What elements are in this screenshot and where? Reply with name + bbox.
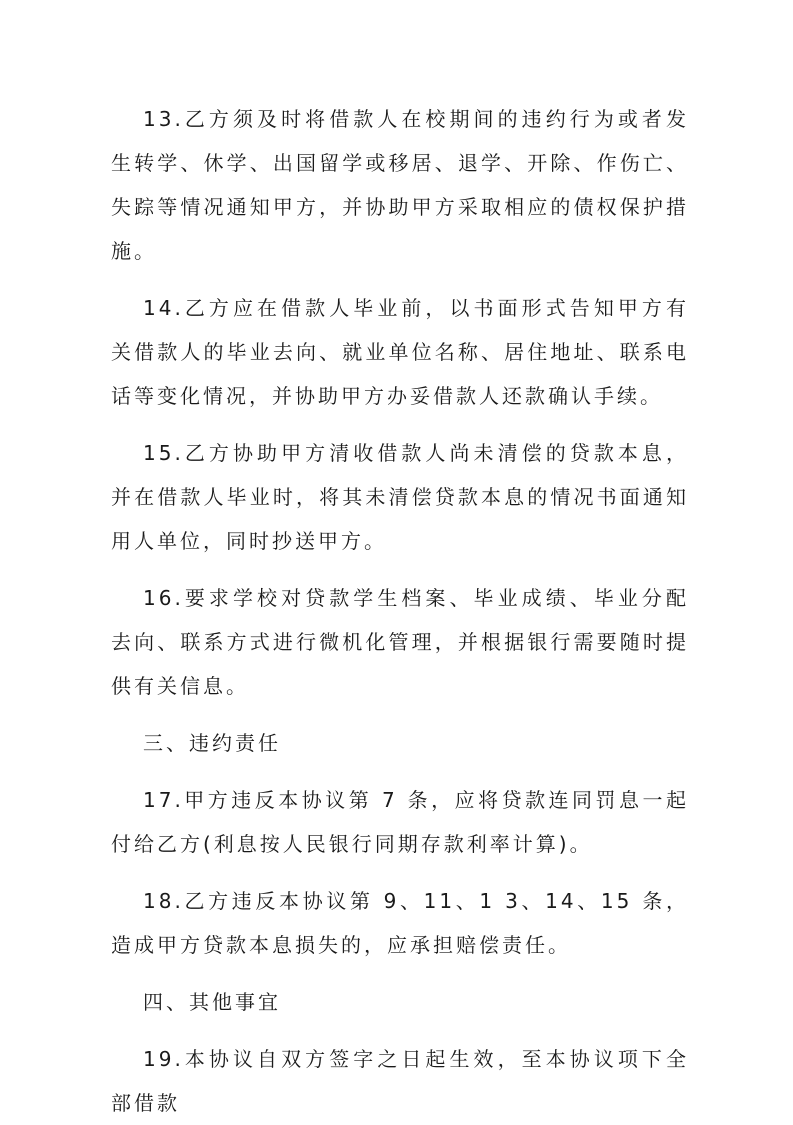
clause-15-paragraph: 15.乙方协助甲方清收借款人尚未清偿的贷款本息，并在借款人毕业时，将其未清偿贷款本息的情况书面通知用人单位，同时抄送甲方。 <box>111 441 689 553</box>
paragraph-spacer <box>111 1024 689 1037</box>
paragraph-spacer <box>111 273 689 286</box>
paragraph-spacer <box>111 563 689 576</box>
section-heading-other-matters: 四、其他事宜 <box>143 990 281 1014</box>
clause-17-paragraph: 17.甲方违反本协议第 7 条，应将贷款连同罚息一起付给乙方(利息按人民银行同期存款利率计算)。 <box>111 788 689 856</box>
paragraph-spacer <box>111 765 689 778</box>
section-heading-breach-liability: 三、违约责任 <box>143 731 281 755</box>
clause-19-paragraph: 19.本协议自双方签字之日起生效，至本协议项下全部借款 <box>111 1047 689 1115</box>
clause-16-paragraph: 16.要求学校对贷款学生档案、毕业成绩、毕业分配去向、联系方式进行微机化管理，并根据银行需要随时提供有关信息。 <box>111 586 689 698</box>
paragraph-spacer <box>111 866 689 879</box>
paragraph-spacer <box>111 708 689 721</box>
clause-14-paragraph: 14.乙方应在借款人毕业前，以书面形式告知甲方有关借款人的毕业去向、就业单位名称、居住地址、联系电话等变化情况，并协助甲方办妥借款人还款确认手续。 <box>111 296 689 408</box>
document-body <box>111 97 689 1125</box>
paragraph-spacer <box>111 418 689 431</box>
paragraph-spacer <box>111 967 689 980</box>
clause-13-paragraph: 13.乙方须及时将借款人在校期间的违约行为或者发生转学、休学、出国留学或移居、退学、开除、作伤亡、失踪等情况通知甲方，并协助甲方采取相应的债权保护措施。 <box>111 107 689 263</box>
clause-18-paragraph: 18.乙方违反本协议第 9、11、1 3、14、15 条，造成甲方贷款本息损失的，应承担赔偿责任。 <box>111 889 689 957</box>
